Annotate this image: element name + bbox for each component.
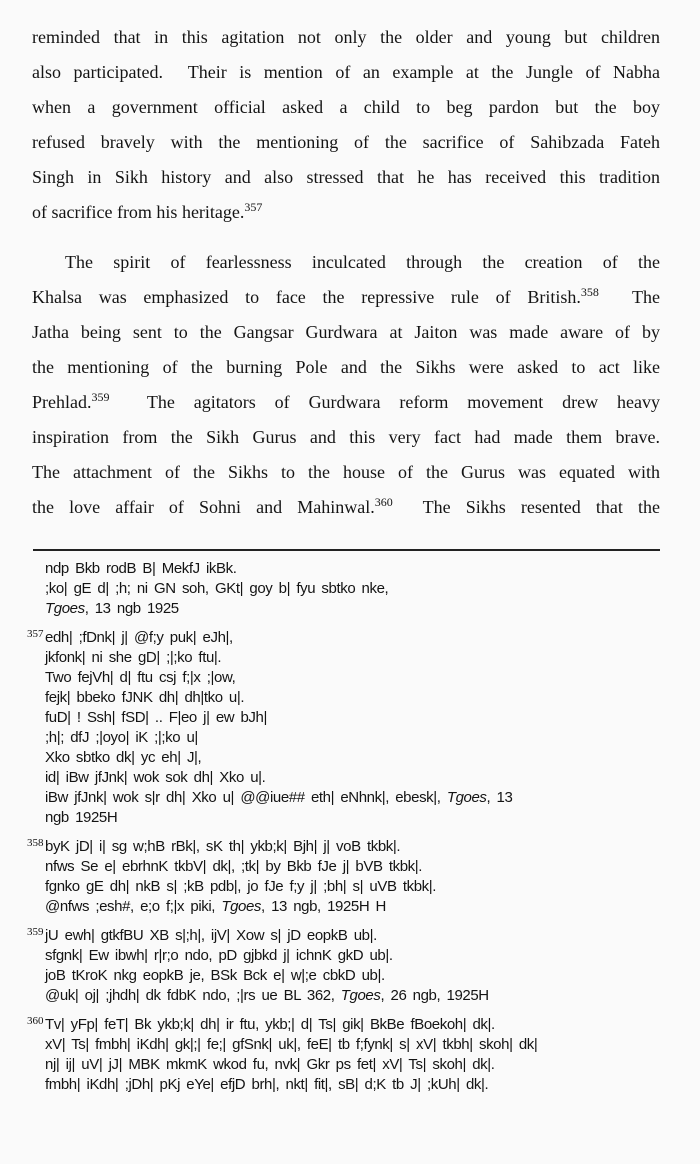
footnote-line [45, 966, 672, 986]
body-line [32, 125, 660, 160]
text-segment: Xko sbtko dk| yc eh| J|, [45, 749, 202, 766]
text-segment: ;h|; dfJ ;|oyo| iK ;|;ko u| [45, 729, 198, 746]
text-segment: ngb 1925H [45, 809, 118, 826]
body-line [32, 195, 660, 230]
footnote-separator [33, 549, 660, 551]
text-segment: Tgoes [446, 789, 487, 806]
footnote-number: 357 [27, 628, 44, 640]
footnote-number: 360 [27, 1015, 44, 1027]
footnote-line [45, 579, 672, 599]
footnote-line [45, 926, 672, 946]
text-segment: Tv| yFp| feT| Bk ykb;k| dh| ir ftu, ykb;| d| Ts| gik| BkBe fBoekoh| dk|. [45, 1016, 495, 1033]
footnote-line [45, 837, 672, 857]
paragraph [32, 20, 660, 230]
footnotes [27, 559, 672, 1095]
footnote-line [45, 648, 672, 668]
footnote-line [45, 748, 672, 768]
text-segment: fejk| bbeko fJNK dh| dh|tko u|. [45, 689, 245, 706]
text-segment: Tgoes [340, 987, 381, 1004]
text-segment: @uk| oj| ;jhdh| dk fdbK ndo, ;|rs ue BL 362, [45, 987, 341, 1004]
footnote-line [45, 897, 672, 917]
footnote [32, 559, 672, 619]
footnote [27, 628, 672, 828]
text-segment: , 13 [486, 789, 513, 806]
footnote-ref: 359 [91, 390, 110, 404]
footnote-line [45, 877, 672, 897]
text-segment: Tgoes [221, 898, 262, 915]
body-line [32, 420, 660, 455]
body-line [32, 160, 660, 195]
footnote-line [45, 857, 672, 877]
text-segment: refused bravely with the mentioning of the sacrifice of Sahibzada Fateh [32, 132, 660, 152]
body-line [32, 280, 660, 315]
footnote-line [45, 1075, 672, 1095]
text-segment: Tgoes [45, 600, 85, 617]
footnote-line [45, 708, 672, 728]
text-segment: joB tKroK nkg eopkB je, BSk Bck e| w|;e cbkD ub|. [45, 967, 385, 984]
footnote-line [45, 728, 672, 748]
text-segment: iBw jfJnk| wok s|r dh| Xko u| @@iue## eth| eNhnk|, ebesk|, [45, 789, 447, 806]
footnote-number: 358 [27, 837, 44, 849]
footnote-line [45, 688, 672, 708]
footnote-line [45, 986, 672, 1006]
text-segment: byK jD| i| sg w;hB rBk|, sK th| ykb;k| Bjh| j| voB tkbk|. [45, 838, 401, 855]
text-segment: jU ewh| gtkfBU XB s|;h|, ijV| Xow s| jD eopkB ub|. [45, 927, 377, 944]
text-segment: , 13 ngb 1925 [84, 600, 179, 617]
text-segment: The spirit of fearlessness inculcated through the creation of the [65, 252, 660, 272]
text-segment: , 13 ngb, 1925H H [261, 898, 386, 915]
text-segment: the mentioning of the burning Pole and the Sikhs were asked to act like [32, 357, 660, 377]
text-segment: sfgnk| Ew ibwh| r|r;o ndo, pD gjbkd j| ichnK gkD ub|. [45, 947, 393, 964]
text-segment: The agitators of Gurdwara reform movement drew heavy [109, 392, 660, 412]
text-segment: ndp Bkb rodB B| MekfJ ikBk. [45, 560, 237, 577]
text-segment: Jatha being sent to the Gangsar Gurdwara at Jaiton was made aware of by [32, 322, 660, 342]
text-segment: fgnko gE dh| nkB s| ;kB pdb|, jo fJe f;y j| ;bh| s| uVB tkbk|. [45, 878, 436, 895]
body-line [32, 350, 660, 385]
text-segment: The [598, 287, 660, 307]
footnote-line [45, 808, 672, 828]
text-segment: also participated. Their is mention of an example at the Jungle of Nabha [32, 62, 660, 82]
text-segment: nj| ij| uV| jJ| MBK mkmK wkod fu, nvk| Gkr ps fet| xV| Ts| skoh| dk|. [45, 1056, 495, 1073]
text-segment: xV| Ts| fmbh| iKdh| gk|;| fe;| gfSnk| uk|, feE| tb f;fynk| s| xV| tkbh| skoh| dk| [45, 1036, 538, 1053]
body-line [32, 315, 660, 350]
footnote-line [45, 768, 672, 788]
text-segment: Prehlad. [32, 392, 92, 412]
footnote-line [45, 788, 672, 808]
text-segment: Two fejVh| d| ftu csj f;|x ;|ow, [45, 669, 236, 686]
text-segment: fuD| ! Ssh| fSD| .. F|eo j| ew bJh| [45, 709, 267, 726]
text-segment: Khalsa was emphasized to face the repressive rule of British. [32, 287, 581, 307]
text-segment: @nfws ;esh#, e;o f;|x piki, [45, 898, 222, 915]
text-segment: nfws Se e| ebrhnK tkbV| dk|, ;tk| by Bkb fJe j| bVB tkbk|. [45, 858, 423, 875]
text-segment: ;ko| gE d| ;h; ni GN soh, GKt| goy b| fyu sbtko nke, [45, 580, 389, 597]
text-segment: inspiration from the Sikh Gurus and this very fact had made them brave. [32, 427, 660, 447]
footnote [27, 1015, 672, 1095]
text-segment: of sacrifice from his heritage. [32, 202, 245, 222]
text-segment: when a government official asked a child to beg pardon but the boy [32, 97, 660, 117]
footnote-line [45, 1015, 672, 1035]
footnote-line [45, 599, 672, 619]
paragraph [32, 245, 660, 525]
footnote-line [45, 1035, 672, 1055]
body-line [32, 20, 660, 55]
text-segment: Singh in Sikh history and also stressed that he has received this tradition [32, 167, 660, 187]
footnote [27, 837, 672, 917]
body-line [32, 385, 660, 420]
body-line [32, 455, 660, 490]
footnote-number: 359 [27, 926, 44, 938]
text-segment: fmbh| iKdh| ;jDh| pKj eYe| efjD brh|, nkt| fit|, sB| d;K tb J| ;kUh| dk|. [45, 1076, 489, 1093]
footnote-line [45, 946, 672, 966]
text-segment: reminded that in this agitation not only the older and young but children [32, 27, 660, 47]
body-line [32, 490, 660, 525]
text-segment: edh| ;fDnk| j| @f;y puk| eJh|, [45, 629, 233, 646]
footnote-line [45, 628, 672, 648]
text-segment: The Sikhs resented that the [392, 497, 660, 517]
text-segment: The attachment of the Sikhs to the house of the Gurus was equated with [32, 462, 660, 482]
footnote [27, 926, 672, 1006]
text-segment: id| iBw jfJnk| wok sok dh| Xko u|. [45, 769, 266, 786]
body-line [32, 245, 660, 280]
footnote-ref: 357 [244, 200, 263, 214]
body-line [32, 90, 660, 125]
text-segment: the love affair of Sohni and Mahinwal. [32, 497, 375, 517]
footnote-line [45, 668, 672, 688]
footnote-line [45, 1055, 672, 1075]
body-line [32, 55, 660, 90]
body-text [32, 20, 660, 525]
footnote-ref: 358 [580, 285, 599, 299]
footnote-ref: 360 [374, 495, 393, 509]
text-segment: jkfonk| ni she gD| ;|;ko ftu|. [45, 649, 222, 666]
footnote-line [45, 559, 672, 579]
text-segment: , 26 ngb, 1925H [380, 987, 489, 1004]
